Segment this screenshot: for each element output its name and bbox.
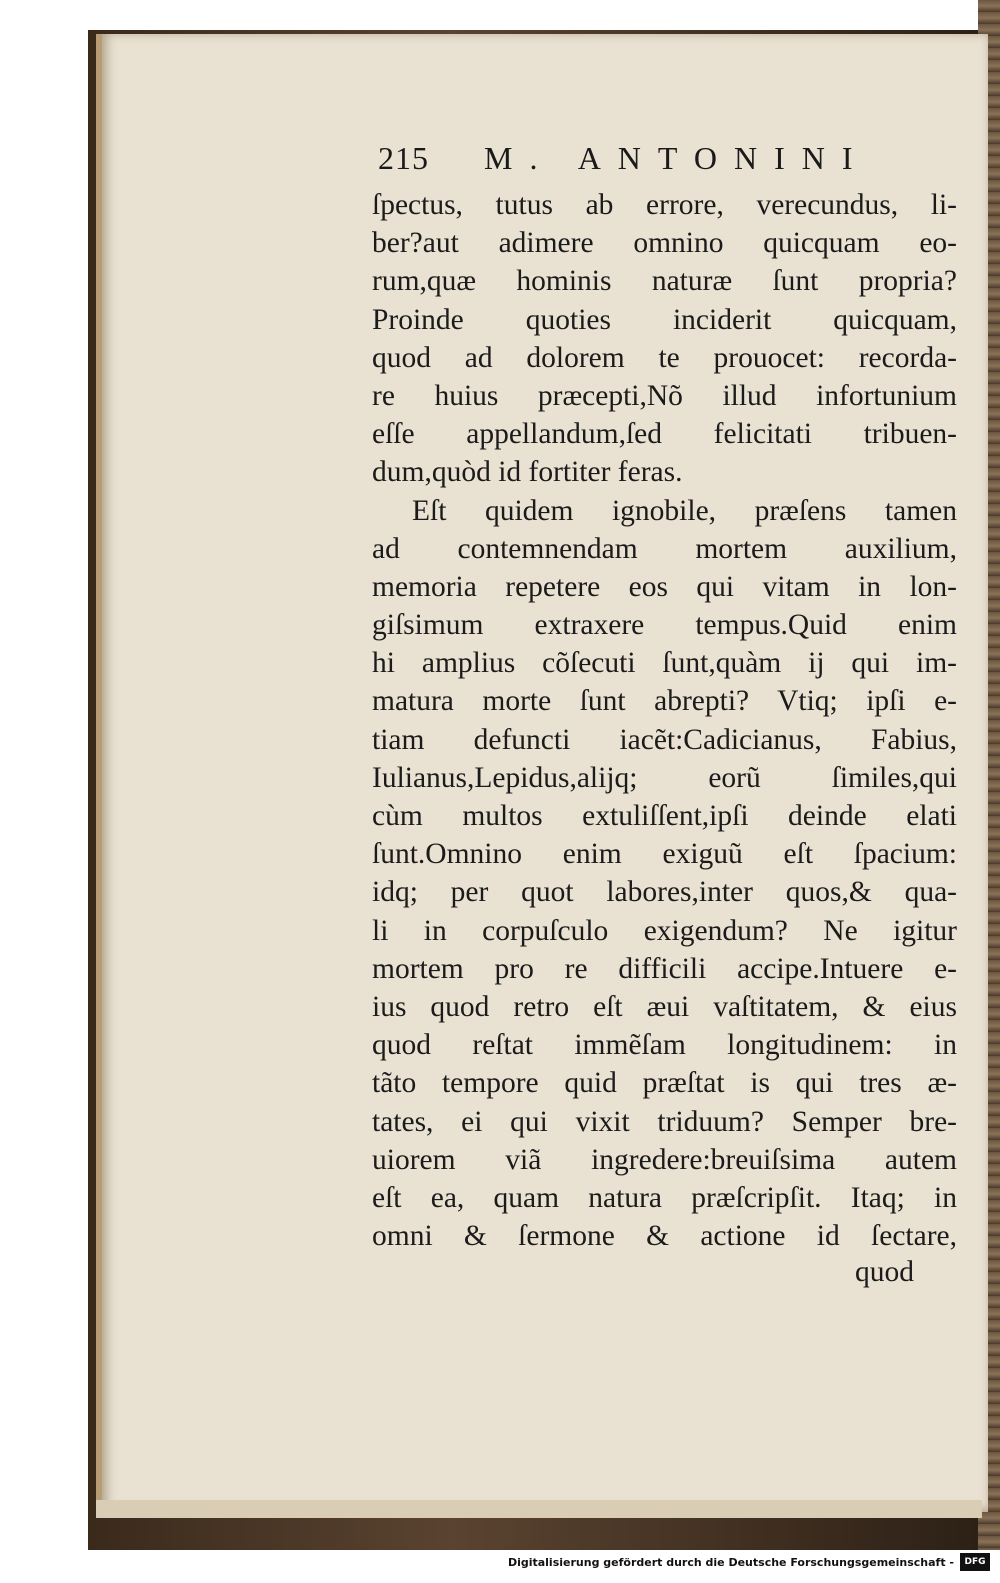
text-line: memoria repetere eos qui vitam in lon-	[372, 570, 957, 603]
text-line: eſt ea, quam natura præſcripſit. Itaq; in	[372, 1181, 957, 1214]
text-line: matura morte ſunt abrepti? Vtiq; ipſi e-	[372, 685, 957, 718]
body-text	[372, 186, 957, 1255]
text-line: Eſt quidem ignobile, præſens tamen	[412, 494, 957, 527]
text-line: li in corpuſculo exigendum? Ne igitur	[372, 914, 957, 947]
text-line: Proinde quoties inciderit quicquam,	[372, 303, 957, 336]
text-line: giſsimum extraxere tempus.Quid enim	[372, 609, 957, 642]
text-line: ſunt.Omnino enim exiguũ eſt ſpacium:	[372, 838, 957, 871]
text-line: ſpectus, tutus ab errore, verecundus, li-	[372, 189, 957, 221]
text-line: re huius præcepti,Nõ illud infortunium	[372, 379, 957, 412]
text-line: ad contemnendam mortem auxilium,	[372, 532, 957, 565]
text-line: uiorem viã ingredere:breuiſsima autem	[372, 1143, 957, 1176]
text-line: hi amplius cõſecuti ſunt,quàm ij qui im-	[372, 647, 957, 680]
text-line: idq; per quot labores,inter quos,& qua-	[372, 876, 957, 909]
text-line: dum,quòd id fortiter feras.	[372, 456, 683, 489]
text-line: ber?aut adimere omnino quicquam eo-	[372, 227, 957, 260]
catchword: quod	[855, 1256, 914, 1288]
text-line: tates, ei qui vixit triduum? Semper bre-	[372, 1105, 957, 1138]
dfg-logo: DFG	[960, 1553, 990, 1571]
text-line: tãto tempore quid præſtat is qui tres æ-	[372, 1067, 957, 1100]
funding-credit: Digitalisierung gefördert durch die Deutsche Forschungsgemeinschaft -	[507, 1556, 954, 1569]
text-line: omni & ſermone & actione id ſectare,	[372, 1220, 957, 1253]
text-line: cùm multos extuliſſent,ipſi deinde elati	[372, 800, 957, 832]
running-header	[372, 140, 947, 184]
text-line: ius quod retro eſt æui vaſtitatem, & eius	[372, 990, 957, 1023]
page-bottom-edge	[96, 1500, 982, 1518]
running-title: M. ANTONINI	[484, 140, 870, 176]
text-line: eſſe appellandum,ſed felicitati tribuen-	[372, 418, 957, 451]
text-line: mortem pro re difficili accipe.Intuere e-	[372, 952, 957, 985]
page-number: 215	[378, 140, 429, 176]
text-line: quod reſtat immẽſam longitudinem: in	[372, 1029, 957, 1062]
text-line: rum,quæ hominis naturæ ſunt propria?	[372, 265, 957, 298]
text-line: Iulianus,Lepidus,alijq; eorũ ſimiles,qui	[372, 761, 957, 794]
text-line: quod ad dolorem te prouocet: recorda-	[372, 341, 957, 374]
text-line: tiam defuncti iacẽt:Cadicianus, Fabius,	[372, 723, 957, 756]
